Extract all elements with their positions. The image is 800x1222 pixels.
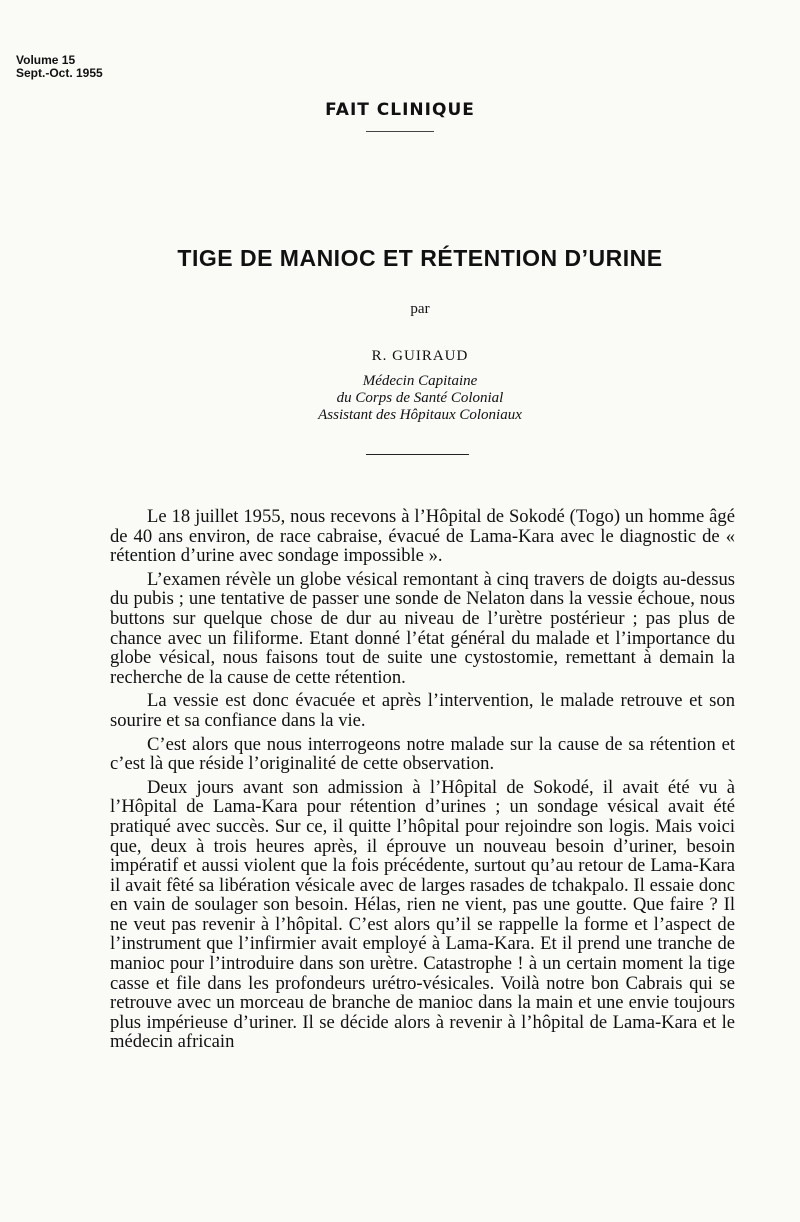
volume-info xyxy=(16,54,103,80)
paragraph: La vessie est donc évacuée et après l’intervention, le malade retrouve et son sourire et sa confiance dans la vie. xyxy=(110,690,735,731)
issue-date: Sept.-Oct. 1955 xyxy=(16,66,103,80)
paragraph: L’examen révèle un globe vésical remontant à cinq travers de doigts au-dessus du pubis ; une tentative de passer une sonde de Nelaton dans la vessie échoue, nous buttons sur quelque chose de dur au niveau de l’urètre postérieur ; pas plus de chance avec un filiforme. Etant donné l’état général du malade et l’importance du globe vésical, nous faisons tout de suite une cystostomie, remettant à demain la recherche de la cause de cette rétention. xyxy=(110,568,735,688)
paragraph: Deux jours avant son admission à l’Hôpital de Sokodé, il avait été vu à l’Hôpital de Lama-Kara pour rétention d’urines ; un sondage vésical avait été pratiqué avec succès. Sur ce, il quitte l’hôpital pour rejoindre son logis. Mais voici que, deux à trois heures après, il éprouve un nouveau besoin d’uriner, besoin impératif et aussi violent que la fois précédente, surtout qu’au retour de Lama-Kara il avait fêté sa libération vésicale avec de larges rasades de tchakpalo. Il essaie donc en vain de soulager son besoin. Hélas, rien ne vient, pas une goutte. Que faire ? Il ne veut pas revenir à l’hôpital. C’est alors qu’il se rappelle la forme et l’aspect de l’instrument que l’infirmier avait employé à Lama-Kara. Et il prend une tranche de manioc pour l’introduire dans son urètre. Catastrophe ! à un certain moment la tige casse et file dans les profondeurs urétro-vésicales. Voilà notre bon Cabrais qui se retrouve avec un morceau de branche de manioc dans la main et une envie toujours plus impérieuse d’uriner. Il se décide alors à revenir à l’hôpital de Lama-Kara et le médecin africain xyxy=(110,776,735,1053)
byline-par: par xyxy=(410,301,430,317)
section-divider xyxy=(366,131,434,132)
paragraph: Le 18 juillet 1955, nous recevons à l’Hôpital de Sokodé (Togo) un homme âgé de 40 ans environ, de race cabraise, évacué de Lama-Kara avec le diagnostic de « rétention d’urine avec sondage impossible ». xyxy=(110,506,735,567)
affiliation-line: du Corps de Santé Colonial xyxy=(336,390,504,406)
author-affiliation xyxy=(0,373,800,424)
affiliation-line: Médecin Capitaine xyxy=(362,373,478,389)
author-name: R. GUIRAUD xyxy=(371,348,469,364)
section-title: FAIT CLINIQUE xyxy=(325,100,475,120)
article-title: TIGE DE MANIOC ET RÉTENTION D’URINE xyxy=(177,245,663,271)
volume-number: Volume 15 xyxy=(16,53,76,67)
article-body xyxy=(110,507,735,1056)
paragraph: C’est alors que nous interrogeons notre malade sur la cause de sa rétention et c’est là que réside l’originalité de cette observation. xyxy=(110,733,735,775)
affiliation-line: Assistant des Hôpitaux Coloniaux xyxy=(318,407,522,423)
title-divider xyxy=(366,454,469,455)
